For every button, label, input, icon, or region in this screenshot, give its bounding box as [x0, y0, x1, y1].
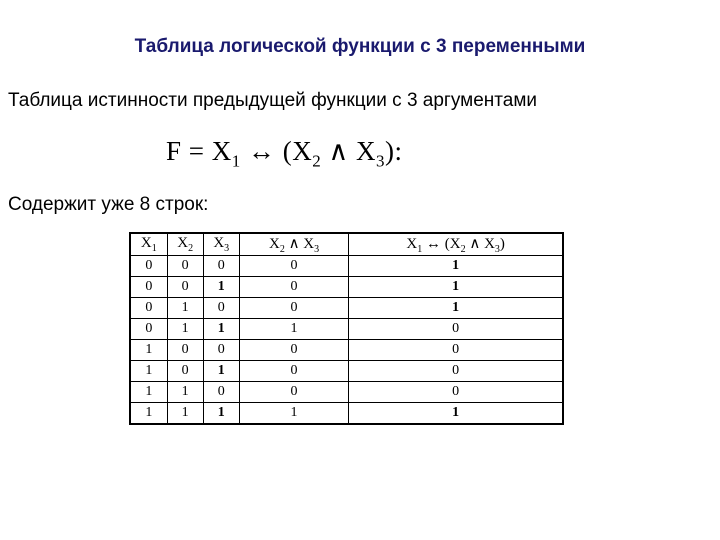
table-cell: 0	[349, 340, 563, 361]
page-title: Таблица логической функции с 3 переменными	[134, 36, 586, 57]
table-cell: 1	[349, 403, 563, 425]
table-row	[130, 361, 563, 382]
table-cell: 0	[167, 340, 203, 361]
table-cell: 1	[167, 382, 203, 403]
table-cell: 1	[239, 319, 349, 340]
table-cell: 0	[203, 256, 239, 277]
table-cell: 1	[130, 403, 167, 425]
table-cell: 0	[349, 319, 563, 340]
formula-and: ∧ X	[321, 136, 377, 166]
table-row	[130, 382, 563, 403]
table-cell: 0	[239, 361, 349, 382]
table-cell: 1	[167, 403, 203, 425]
table-cell: 1	[167, 298, 203, 319]
table-row	[130, 256, 563, 277]
table-cell: 0	[239, 298, 349, 319]
formula	[166, 136, 403, 171]
table-cell: 0	[167, 361, 203, 382]
table-cell: 0	[203, 382, 239, 403]
formula-lhs: F = X	[166, 136, 232, 166]
table-cell: 0	[239, 277, 349, 298]
rows-note: Содержит уже 8 строк:	[8, 194, 209, 215]
formula-mid: ↔ (X	[240, 136, 313, 166]
table-cell: 0	[239, 340, 349, 361]
table-cell: 1	[349, 277, 563, 298]
header-x2: $X_2$	[167, 233, 203, 256]
table-cell: 1	[349, 256, 563, 277]
table-cell: 0	[239, 382, 349, 403]
table-cell: 1	[130, 382, 167, 403]
table-row	[130, 319, 563, 340]
table-cell: 1	[130, 340, 167, 361]
header-x2-and-x3: $X_2$ ∧ $X_3$	[239, 233, 349, 256]
formula-sub-2: 2	[312, 151, 322, 171]
table-cell: 1	[203, 403, 239, 425]
table-cell: 0	[130, 256, 167, 277]
header-f: $X_1$ ↔ ($X_2$ ∧ $X_3$)	[349, 233, 563, 256]
table-cell: 0	[203, 340, 239, 361]
table-cell: 0	[130, 319, 167, 340]
table-cell: 1	[203, 361, 239, 382]
table-cell: 0	[167, 277, 203, 298]
table-cell: 1	[239, 403, 349, 425]
table-cell: 0	[130, 298, 167, 319]
truth-table	[129, 232, 564, 425]
table-cell: 1	[349, 298, 563, 319]
table-row	[130, 340, 563, 361]
table-header-row	[130, 233, 563, 256]
table-cell: 1	[167, 319, 203, 340]
table-cell: 0	[239, 256, 349, 277]
formula-sub-3: 3	[376, 151, 386, 171]
formula-sub-1: 1	[231, 151, 241, 171]
header-x3: $X_3$	[203, 233, 239, 256]
table-cell: 0	[349, 382, 563, 403]
table-row	[130, 298, 563, 319]
table-cell: 1	[203, 319, 239, 340]
table-cell: 1	[130, 361, 167, 382]
table-cell: 0	[167, 256, 203, 277]
table-cell: 0	[130, 277, 167, 298]
table-row	[130, 403, 563, 425]
table-cell: 0	[203, 298, 239, 319]
formula-end: ):	[385, 136, 403, 166]
table-row	[130, 277, 563, 298]
table-cell: 0	[349, 361, 563, 382]
intro-text: Таблица истинности предыдущей функции с 3 аргументами	[8, 90, 538, 111]
table-cell: 1	[203, 277, 239, 298]
header-x1: $X_1$	[130, 233, 167, 256]
